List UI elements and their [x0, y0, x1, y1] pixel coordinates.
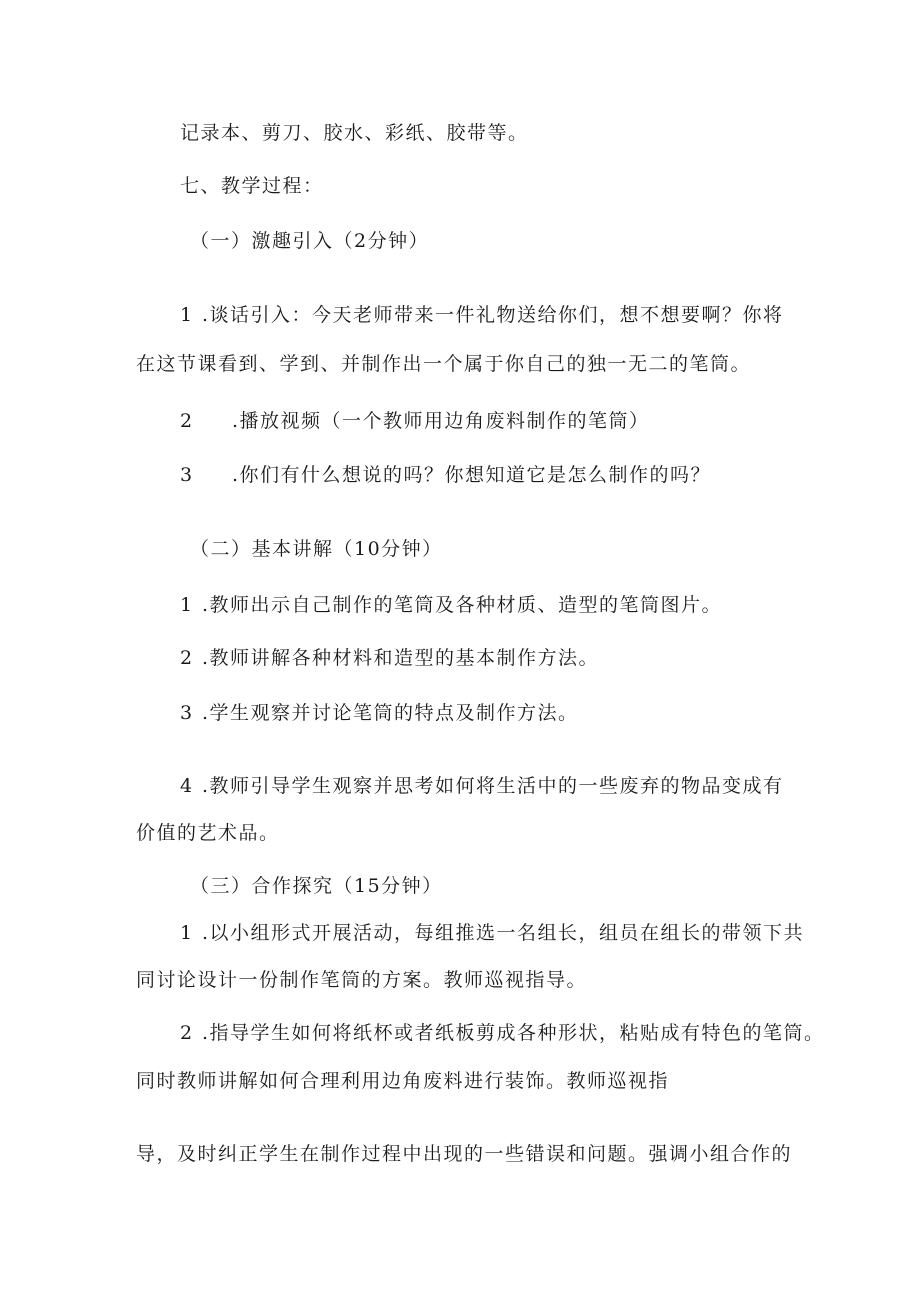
item-text: .播放视频（一个教师用边角废料制作的笔筒）	[232, 410, 650, 432]
item-number: 3	[180, 702, 194, 724]
part2-item4-cont: 价值的艺术品。	[136, 822, 280, 844]
item-text: .教师引导学生观察并思考如何将生活中的一些废弃的物品变成有	[202, 775, 784, 797]
item-number: 2	[180, 1022, 194, 1044]
part2-item3	[180, 700, 579, 726]
item-text: .学生观察并讨论笔筒的特点及制作方法。	[202, 702, 579, 724]
item-text: .以小组形式开展活动，每组推选一名组长，组员在组长的带领下共	[202, 922, 805, 944]
materials-line: 记录本、剪刀、胶水、彩纸、胶带等。	[180, 122, 529, 144]
part1-heading: （一）激趣引入（2分钟）	[190, 230, 430, 252]
part2-item4	[180, 773, 784, 799]
item-number: 2	[180, 410, 194, 432]
part3-item1	[180, 920, 804, 946]
part3-item1-cont: 同讨论设计一份制作笔筒的方案。教师巡视指导。	[136, 969, 588, 991]
part2-item1	[180, 592, 722, 618]
item-number: 4	[180, 775, 194, 797]
section-heading: 七、教学过程：	[180, 175, 324, 197]
part2-heading: （二）基本讲解（10分钟）	[190, 538, 443, 560]
part3-item2	[180, 1020, 825, 1046]
part2-item2	[180, 645, 599, 671]
item-text: .你们有什么想说的吗？你想知道它是怎么制作的吗？	[232, 464, 712, 486]
part3-item2-cont: 同时教师讲解如何合理利用边角废料进行装饰。教师巡视指	[136, 1070, 670, 1092]
part1-item1-cont: 在这节课看到、学到、并制作出一个属于你自己的独一无二的笔筒。	[136, 353, 752, 375]
item-text: .教师讲解各种材料和造型的基本制作方法。	[202, 647, 600, 669]
item-number: 1	[180, 594, 194, 616]
part3-item2-cont2: 导，及时纠正学生在制作过程中出现的一些错误和问题。强调小组合作的	[136, 1143, 793, 1165]
item-text: .谈话引入：今天老师带来一件礼物送给你们，想不想要啊？你将	[202, 304, 784, 326]
part1-item1	[180, 302, 784, 328]
part3-heading: （三）合作探究（15分钟）	[190, 875, 443, 897]
item-number: 1	[180, 304, 194, 326]
item-text: .教师出示自己制作的笔筒及各种材质、造型的笔筒图片。	[202, 594, 723, 616]
item-text: .指导学生如何将纸杯或者纸板剪成各种形状，粘贴成有特色的笔筒。	[202, 1022, 825, 1044]
item-number: 3	[180, 464, 194, 486]
item-number: 2	[180, 647, 194, 669]
part1-item2	[180, 408, 650, 434]
part1-item3	[180, 462, 711, 488]
item-number: 1	[180, 922, 194, 944]
